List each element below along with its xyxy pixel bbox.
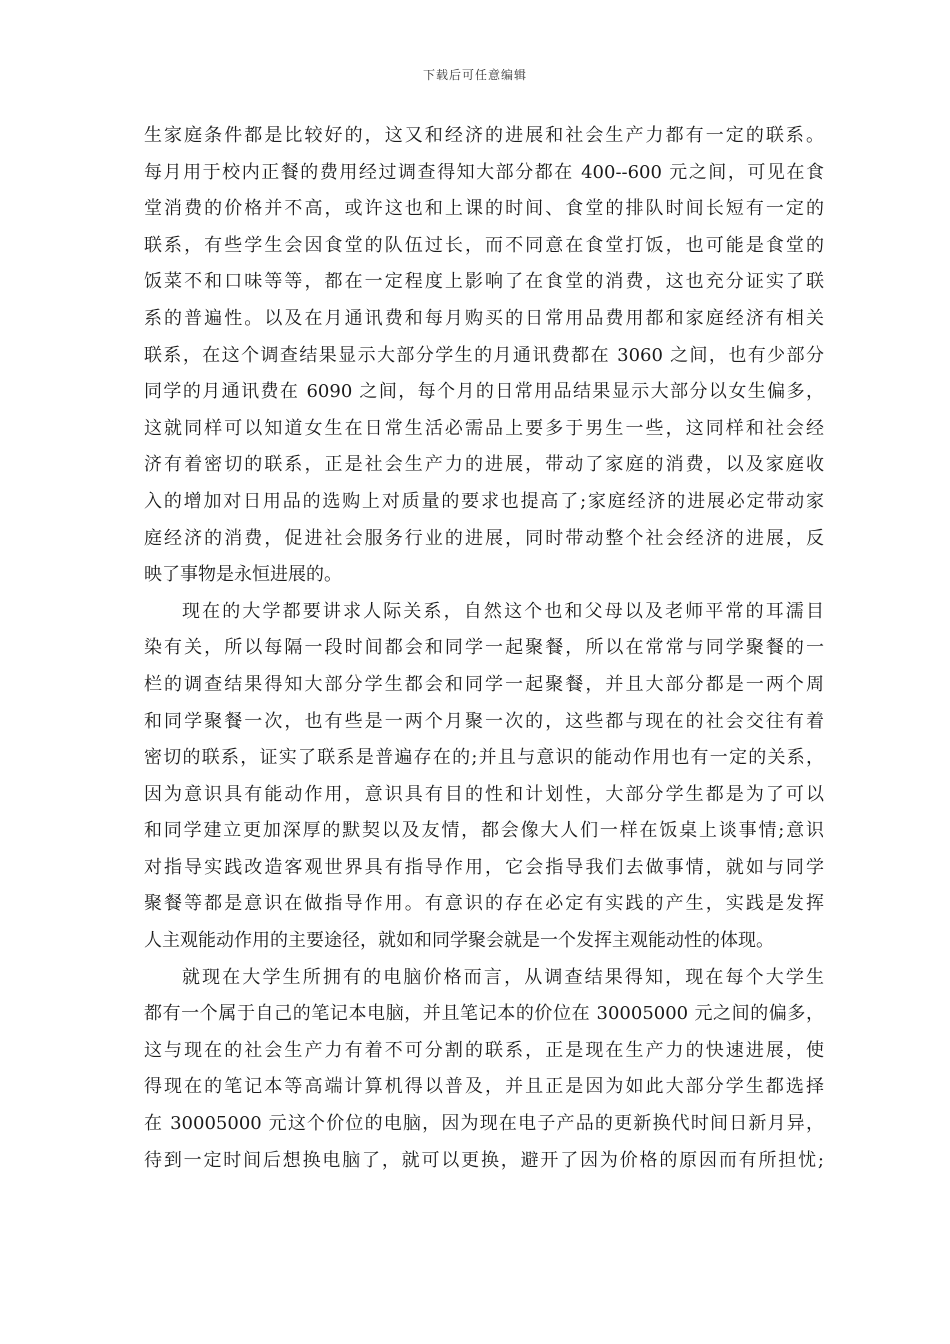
text-line: 聚餐等都是意识在做指导作用。有意识的存在必定有实践的产生，实践是发挥 xyxy=(144,893,824,915)
paragraph-3 xyxy=(144,960,824,1180)
text-line: 济有着密切的联系，正是社会生产力的进展，带动了家庭的消费，以及家庭收 xyxy=(144,454,824,476)
text-line: 这就同样可以知道女生在日常生活必需品上要多于男生一些，这同样和社会经 xyxy=(144,417,824,439)
text-line: 联系，有些学生会因食堂的队伍过长，而不同意在食堂打饭，也可能是食堂的 xyxy=(144,234,824,256)
text-line: 和同学聚餐一次，也有些是一两个月聚一次的，这些都与现在的社会交往有着 xyxy=(144,710,824,732)
text-line: 联系，在这个调查结果显示大部分学生的月通讯费都在 3060 之间，也有少部分 xyxy=(144,344,824,366)
text-line: 堂消费的价格并不高，或许这也和上课的时间、食堂的排队时间长短有一定的 xyxy=(144,198,824,220)
document-body xyxy=(144,118,824,1179)
text-line: 得现在的笔记本等高端计算机得以普及，并且正是因为如此大部分学生都选择 xyxy=(144,1076,824,1098)
text-line: 待到一定时间后想换电脑了，就可以更换，避开了因为价格的原因而有所担忧; xyxy=(144,1149,824,1171)
text-line: 栏的调查结果得知大部分学生都会和同学一起聚餐，并且大部分都是一两个周 xyxy=(144,673,824,695)
page-header: 下载后可任意编辑 xyxy=(422,68,527,82)
text-line: 映了事物是永恒进展的。 xyxy=(144,564,342,586)
text-line: 因为意识具有能动作用，意识具有目的性和计划性，大部分学生都是为了可以 xyxy=(144,783,824,805)
text-line: 在 30005000 元这个价位的电脑，因为现在电子产品的更新换代时间日新月异， xyxy=(144,1113,824,1135)
text-line: 和同学建立更加深厚的默契以及友情，都会像大人们一样在饭桌上谈事情;意识 xyxy=(144,820,824,842)
text-line: 就现在大学生所拥有的电脑价格而言，从调查结果得知，现在每个大学生 xyxy=(182,966,824,988)
text-line: 生家庭条件都是比较好的，这又和经济的进展和社会生产力都有一定的联系。 xyxy=(144,125,824,146)
text-line: 这与现在的社会生产力有着不可分割的联系，正是现在生产力的快速进展，使 xyxy=(144,1039,824,1061)
paragraph-2 xyxy=(144,594,824,960)
text-line: 庭经济的消费，促进社会服务行业的进展，同时带动整个社会经济的进展，反 xyxy=(144,527,824,549)
text-line: 对指导实践改造客观世界具有指导作用，它会指导我们去做事情，就如与同学 xyxy=(144,856,824,878)
text-line: 密切的联系，证实了联系是普遍存在的;并且与意识的能动作用也有一定的关系， xyxy=(144,747,824,769)
text-line: 饭菜不和口味等等，都在一定程度上影响了在食堂的消费，这也充分证实了联 xyxy=(144,271,824,293)
text-line: 人主观能动作用的主要途径，就如和同学聚会就是一个发挥主观能动性的体现。 xyxy=(144,930,774,952)
paragraph-1 xyxy=(144,118,824,594)
text-line: 同学的月通讯费在 6090 之间，每个月的日常用品结果显示大部分以女生偏多， xyxy=(144,381,824,403)
text-line: 每月用于校内正餐的费用经过调查得知大部分都在 400--600 元之间，可见在食 xyxy=(144,161,824,183)
text-line: 染有关，所以每隔一段时间都会和同学一起聚餐，所以在常常与同学聚餐的一 xyxy=(144,637,824,659)
text-line: 入的增加对日用品的选购上对质量的要求也提高了;家庭经济的进展必定带动家 xyxy=(144,490,824,512)
text-line: 系的普遍性。以及在月通讯费和每月购买的日常用品费用都和家庭经济有相关 xyxy=(144,307,824,329)
text-line: 都有一个属于自己的笔记本电脑，并且笔记本的价位在 30005000 元之间的偏多， xyxy=(144,1003,824,1025)
text-line: 现在的大学都要讲求人际关系，自然这个也和父母以及老师平常的耳濡目 xyxy=(182,600,824,622)
